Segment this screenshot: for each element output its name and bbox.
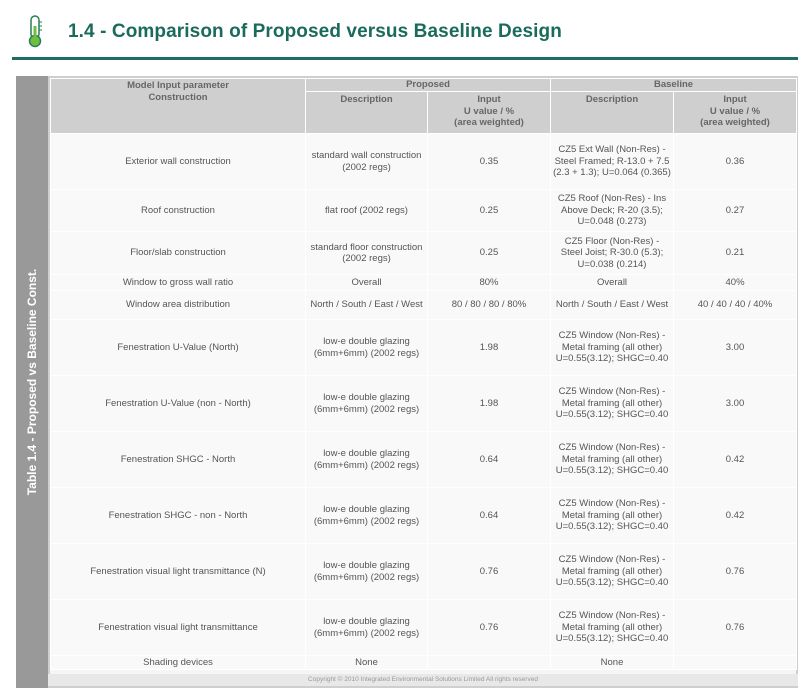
baseline-value-cell: 0.76 [674,544,797,600]
page-header [14,8,798,60]
table-row [51,656,797,670]
param-cell: Fenestration U-Value (North) [51,320,306,376]
proposed-desc-cell: low-e double glazing (6mm+6mm) (2002 regs) [306,376,428,432]
baseline-value-cell: 0.36 [674,134,797,190]
param-cell: Fenestration visual light transmittance [51,600,306,656]
param-cell: Exterior wall construction [51,134,306,190]
proposed-desc-cell: low-e double glazing (6mm+6mm) (2002 regs) [306,488,428,544]
proposed-value-cell: 80 / 80 / 80 / 80% [428,291,551,320]
proposed-value-cell: 0.64 [428,488,551,544]
comparison-table-container [48,76,798,688]
thermometer-icon [24,14,46,48]
proposed-desc-cell: low-e double glazing (6mm+6mm) (2002 regs) [306,432,428,488]
baseline-group-header: Baseline [551,79,797,92]
baseline-value-cell: 0.42 [674,488,797,544]
table-row [51,232,797,275]
baseline-desc-cell: CZ5 Window (Non-Res) - Metal framing (all other) U=0.55(3.12); SHGC=0.40 [551,600,674,656]
param-cell: Fenestration SHGC - non - North [51,488,306,544]
proposed-desc-cell: low-e double glazing (6mm+6mm) (2002 regs) [306,544,428,600]
table-row [51,134,797,190]
proposed-value-cell: 1.98 [428,376,551,432]
proposed-desc-cell: standard floor construction (2002 regs) [306,232,428,275]
baseline-desc-cell: North / South / East / West [551,291,674,320]
copyright-footer: Copyright © 2010 Integrated Environmental Solutions Limited All rights reserved [48,674,798,686]
comparison-table [50,78,797,670]
baseline-value-cell: 0.21 [674,232,797,275]
baseline-value-cell: 40 / 40 / 40 / 40% [674,291,797,320]
baseline-desc-cell: CZ5 Ext Wall (Non-Res) - Steel Framed; R-13.0 + 7.5 (2.3 + 1.3); U=0.064 (0.365) [551,134,674,190]
baseline-desc-cell: CZ5 Window (Non-Res) - Metal framing (all other) U=0.55(3.12); SHGC=0.40 [551,376,674,432]
proposed-desc-cell: North / South / East / West [306,291,428,320]
table-row [51,376,797,432]
proposed-value-cell: 0.64 [428,432,551,488]
table-row [51,600,797,656]
param-cell: Fenestration SHGC - North [51,432,306,488]
baseline-desc-cell: Overall [551,275,674,291]
baseline-input-header: Input U value / % (area weighted) [674,92,797,134]
table-row [51,320,797,376]
proposed-desc-cell: standard wall construction (2002 regs) [306,134,428,190]
baseline-desc-cell: CZ5 Window (Non-Res) - Metal framing (all other) U=0.55(3.12); SHGC=0.40 [551,320,674,376]
table-row [51,291,797,320]
baseline-desc-cell: None [551,656,674,670]
param-cell: Fenestration U-Value (non - North) [51,376,306,432]
param-cell: Roof construction [51,190,306,232]
proposed-value-cell: 0.25 [428,190,551,232]
proposed-desc-cell: Overall [306,275,428,291]
table-row [51,432,797,488]
proposed-value-cell [428,656,551,670]
title-divider [12,57,798,60]
proposed-value-cell: 0.35 [428,134,551,190]
proposed-value-cell: 0.76 [428,600,551,656]
param-cell: Shading devices [51,656,306,670]
table-caption: Table 1.4 - Proposed vs Baseline Const. [25,268,39,496]
proposed-value-cell: 80% [428,275,551,291]
proposed-desc-cell: low-e double glazing (6mm+6mm) (2002 regs) [306,320,428,376]
table-row [51,190,797,232]
param-cell: Floor/slab construction [51,232,306,275]
baseline-desc-cell: CZ5 Window (Non-Res) - Metal framing (all other) U=0.55(3.12); SHGC=0.40 [551,488,674,544]
baseline-value-cell: 3.00 [674,320,797,376]
proposed-value-cell: 0.76 [428,544,551,600]
baseline-value-cell: 40% [674,275,797,291]
baseline-description-header: Description [551,92,674,134]
table-row [51,275,797,291]
proposed-desc-cell: low-e double glazing (6mm+6mm) (2002 regs) [306,600,428,656]
proposed-desc-cell: flat roof (2002 regs) [306,190,428,232]
baseline-desc-cell: CZ5 Window (Non-Res) - Metal framing (all other) U=0.55(3.12); SHGC=0.40 [551,544,674,600]
param-cell: Window to gross wall ratio [51,275,306,291]
proposed-value-cell: 1.98 [428,320,551,376]
col-parameter-label: Model Input parameter Construction [127,80,229,103]
table-row [51,488,797,544]
proposed-desc-cell: None [306,656,428,670]
table-sidebar [16,76,48,688]
baseline-desc-cell: CZ5 Roof (Non-Res) - Ins Above Deck; R-20 (3.5); U=0.048 (0.273) [551,190,674,232]
proposed-value-cell: 0.25 [428,232,551,275]
param-cell: Fenestration visual light transmittance (N) [51,544,306,600]
baseline-value-cell [674,656,797,670]
baseline-value-cell: 0.42 [674,432,797,488]
table-row [51,544,797,600]
proposed-input-header: Input U value / % (area weighted) [428,92,551,134]
proposed-description-header: Description [306,92,428,134]
col-parameter-header [51,79,306,134]
baseline-desc-cell: CZ5 Floor (Non-Res) - Steel Joist; R-30.0 (5.3); U=0.038 (0.214) [551,232,674,275]
baseline-desc-cell: CZ5 Window (Non-Res) - Metal framing (all other) U=0.55(3.12); SHGC=0.40 [551,432,674,488]
baseline-value-cell: 3.00 [674,376,797,432]
page-title: 1.4 - Comparison of Proposed versus Baseline Design [68,21,562,42]
proposed-group-header: Proposed [306,79,551,92]
param-cell: Window area distribution [51,291,306,320]
baseline-value-cell: 0.76 [674,600,797,656]
baseline-value-cell: 0.27 [674,190,797,232]
